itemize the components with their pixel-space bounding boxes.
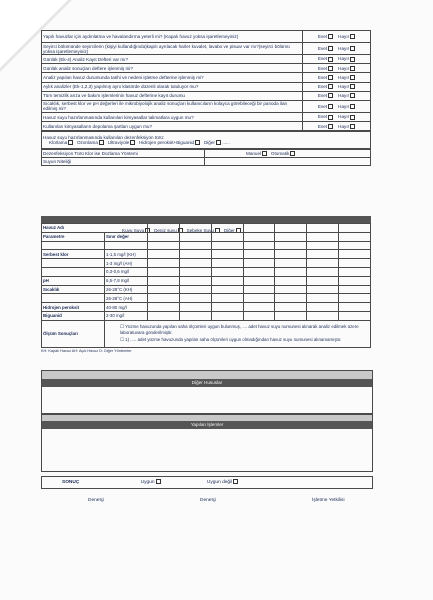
dose-manual[interactable]: Manuel [246, 151, 267, 156]
measurement-cell[interactable] [243, 285, 275, 294]
measurement-cell[interactable] [339, 250, 371, 259]
measurement-cell[interactable] [211, 285, 243, 294]
checklist-question: Günlük analiz sonuçları deftere işlenmiş mi? [42, 64, 303, 73]
measurement-cell[interactable] [275, 311, 307, 320]
measurement-cell[interactable] [275, 259, 307, 268]
measurement-cell[interactable] [179, 250, 211, 259]
parameter-row [42, 259, 371, 268]
dose-label: Dezenfeksiyon Türü Klor ise Dozlama Yöntemi [42, 150, 205, 158]
measurement-cell[interactable] [243, 276, 275, 285]
result-text-2: ☐ 1) ..... adet yüzme havuzunda yapılan saha ölçümleri uygun olmadığından havuz suyu numunesi alınamamıştır. [120, 337, 342, 343]
yes-option[interactable]: Evet [318, 34, 333, 39]
water-mains[interactable]: Şebeke Suyu [187, 228, 220, 233]
measurement-cell[interactable] [179, 311, 211, 320]
signature-operator: İşletme Yetkilisi [312, 498, 345, 503]
parameter-row [42, 311, 371, 320]
checklist-row [42, 91, 371, 100]
yes-option[interactable]: Evet [318, 75, 333, 80]
footnote: KH: Kapalı Havuz AH: Açık Havuz D: Diğer Yöntemler [41, 348, 132, 353]
parameter-row [42, 267, 371, 276]
parameter-row [42, 241, 371, 250]
checklist-answer [303, 73, 371, 82]
parameter-limit: 26-28°C (KH) [105, 285, 148, 294]
checklist-answer [303, 55, 371, 64]
checklist-question: Tüm temizlik arıza ve bakım işlemlerinin havuz defterine kayıt durumu [42, 91, 303, 100]
measurement-cell[interactable] [179, 303, 211, 312]
measurement-cell[interactable] [148, 250, 180, 259]
measurement-cell[interactable] [148, 241, 180, 250]
no-option[interactable]: Hayır [338, 75, 355, 80]
no-option[interactable]: Hayır [338, 84, 355, 89]
checklist-answer [303, 31, 371, 43]
parameter-row [42, 303, 371, 312]
yes-option[interactable]: Evet [318, 66, 333, 71]
measurement-cell[interactable] [243, 294, 275, 303]
parameter-limit: 6,5-7,8 mg/l [105, 276, 148, 285]
actions-title: Yapılan İşlemler [42, 421, 372, 429]
measurement-cell[interactable] [307, 285, 339, 294]
measurement-cell[interactable] [307, 267, 339, 276]
option-ozonation[interactable]: Ozonlama [77, 140, 104, 145]
measurement-cell[interactable] [179, 241, 211, 250]
water-other[interactable]: Diğer [224, 228, 241, 233]
checklist-answer [303, 43, 371, 55]
checklist-table [41, 30, 371, 131]
measurement-cell[interactable] [243, 250, 275, 259]
signature-inspector-1: Denetçi [88, 498, 105, 503]
parameter-name [42, 241, 105, 250]
checklist-answer [303, 82, 371, 91]
measurement-cell[interactable] [275, 241, 307, 250]
no-option[interactable]: Hayır [338, 114, 355, 119]
checklist-question: Kullanılan kimyasalların depolama şartları uygun mu? [42, 122, 303, 131]
yes-option[interactable]: Evet [318, 124, 333, 129]
parameter-limit: 2-30 mg/l [105, 311, 148, 320]
no-option[interactable]: Hayır [338, 66, 355, 71]
measurement-cell[interactable] [275, 276, 307, 285]
measurement-cell[interactable] [307, 241, 339, 250]
parameter-name [42, 294, 105, 303]
measurement-cell[interactable] [148, 267, 180, 276]
result-ok[interactable]: Uygun [141, 480, 161, 485]
checklist-row [42, 122, 371, 131]
water-sea[interactable]: Deniz suyu [154, 228, 183, 233]
parameter-name [42, 267, 105, 276]
measurement-cell[interactable] [307, 294, 339, 303]
measurement-cell[interactable] [275, 267, 307, 276]
measurement-cell[interactable] [211, 311, 243, 320]
parameter-row [42, 294, 371, 303]
parameter-row [42, 250, 371, 259]
parameter-name [42, 259, 105, 268]
measurement-cell[interactable] [307, 276, 339, 285]
measurement-cell[interactable] [339, 303, 371, 312]
measurement-cell[interactable] [148, 303, 180, 312]
checklist-row [42, 82, 371, 91]
parameter-name: Biguanid [42, 311, 105, 320]
measurement-cell[interactable] [339, 241, 371, 250]
parameter-table [41, 223, 371, 348]
result-title: SONUÇ [62, 480, 80, 485]
yes-option[interactable]: Evet [318, 104, 333, 109]
parameter-name: pH [42, 276, 105, 285]
yes-option[interactable]: Evet [318, 114, 333, 119]
option-ultraviolet[interactable]: Ultraviyole [108, 140, 135, 145]
measurement-cell[interactable] [148, 294, 180, 303]
measurement-cell[interactable] [211, 250, 243, 259]
checklist-row [42, 73, 371, 82]
water-label: Suyun Niteliği [42, 158, 205, 166]
measurement-cell[interactable] [275, 303, 307, 312]
checklist-question: Analiz yapılan havuz durumunda tarihi ve nedeni işletme defterine işlenmiş mi? [42, 73, 303, 82]
no-option[interactable]: Hayır [338, 46, 355, 51]
checklist-row [42, 112, 371, 121]
parameter-limit: 26-28°C (AH) [105, 294, 148, 303]
checklist-answer [303, 91, 371, 100]
measurement-cell[interactable] [148, 276, 180, 285]
disinfection-title: Havuz suyu hazırlanmasında kullanılan dezenfeksiyon türü: [43, 135, 165, 141]
measurement-cell[interactable] [243, 241, 275, 250]
yes-option[interactable]: Evet [318, 56, 333, 61]
measurement-cell[interactable] [243, 311, 275, 320]
parameter-band [41, 216, 371, 223]
measurement-cell[interactable] [339, 294, 371, 303]
option-other[interactable]: Diğer ...... [203, 140, 230, 146]
parameter-row [42, 285, 371, 294]
measurement-cell[interactable] [179, 259, 211, 268]
measurement-cell[interactable] [275, 285, 307, 294]
measurement-cell[interactable] [339, 311, 371, 320]
result-row [41, 476, 373, 489]
measurement-cell[interactable] [179, 276, 211, 285]
actions-box [41, 414, 373, 472]
checklist-question: Seyirci bölümünde seyircilerin (kişiyi kullandığında)kapılı ayrılacak harler kuvalet, lavabo ve pisuar var mı?(seyirci bölümü yoksa işaretlemeyiniz) [42, 43, 303, 55]
measurement-cell[interactable] [148, 311, 180, 320]
checklist-question: Günlük (Ek-4) Analiz Kayıt Defteri var mı? [42, 55, 303, 64]
parameter-limit: 0,3-0,6 mg/l [105, 267, 148, 276]
measurement-cell[interactable] [211, 259, 243, 268]
measurement-cell[interactable] [211, 276, 243, 285]
measurement-cell[interactable] [307, 250, 339, 259]
parameter-name: Hidrojen peroksit [42, 303, 105, 312]
no-option[interactable]: Hayır [338, 93, 355, 98]
yes-option[interactable]: Evet [318, 93, 333, 98]
parameter-row [42, 276, 371, 285]
water-well[interactable]: Kuyu Suyu [122, 228, 150, 233]
checklist-row [42, 43, 371, 55]
parameter-section [41, 216, 371, 353]
checklist-answer [303, 112, 371, 121]
measurement-cell[interactable] [275, 250, 307, 259]
measurement-cell[interactable] [243, 259, 275, 268]
no-option[interactable]: Hayır [338, 124, 355, 129]
checklist-row [42, 55, 371, 64]
disinfection-options [49, 140, 369, 145]
checklist-question: Havuz suyu hazırlanmasında kullanılan kimyasallar talimatlara uygun mu? [42, 112, 303, 121]
measurement-cell[interactable] [211, 303, 243, 312]
checklist-row [42, 64, 371, 73]
measurement-cell[interactable] [148, 259, 180, 268]
measurement-cell[interactable] [243, 267, 275, 276]
other-findings-title: Diğer Hususlar [42, 379, 372, 387]
result-text-1: ☐ Yüzme havuzunda yapılan saha ölçümleri uygun bulunmuş, .... adet havuz suyu numunesi alınarak analiz edilmek üzere laboratuvara gönderilmiştir. [120, 324, 359, 336]
measurement-cell[interactable] [339, 276, 371, 285]
no-option[interactable]: Hayır [338, 104, 355, 109]
param-header-name: Parametre [42, 232, 105, 241]
measurement-cell[interactable] [307, 311, 339, 320]
measurement-cell[interactable] [275, 294, 307, 303]
yes-option[interactable]: Evet [318, 46, 333, 51]
measurement-cell[interactable] [179, 294, 211, 303]
disinfection-table [41, 131, 371, 149]
measurement-cell[interactable] [339, 285, 371, 294]
measurement-cell[interactable] [211, 267, 243, 276]
measurement-cell[interactable] [243, 303, 275, 312]
measurement-cell[interactable] [339, 267, 371, 276]
measurement-cell[interactable] [339, 259, 371, 268]
dose-table [41, 149, 371, 166]
measurement-cell[interactable] [148, 285, 180, 294]
option-chlorination[interactable]: Klorlama [49, 140, 73, 145]
checklist-row [42, 100, 371, 112]
measurement-cell[interactable] [307, 259, 339, 268]
yes-option[interactable]: Evet [318, 84, 333, 89]
other-findings-box [41, 370, 373, 414]
checklist-answer [303, 122, 371, 131]
checklist-answer [303, 100, 371, 112]
no-option[interactable]: Hayır [338, 34, 355, 39]
checklist-question: Aylık analizler (Ek-1,2,3) yapılmış aynı klasörde düzenli olarak tutuluyor mu? [42, 82, 303, 91]
checklist-question: Sıcaklık, serbest klor ve pH değerleri ile mikrobiyolojik analiz sonuçları kullanıcıların kolayca görebileceği bir panoda ilan edilmiş mi? [42, 100, 303, 112]
parameter-limit: 1-3 mg/l (AH) [105, 259, 148, 268]
checklist-row [42, 31, 371, 43]
option-peroxide-biguanide[interactable]: Hidrojen peroksit+Biguanid [139, 140, 200, 145]
measurement-cell[interactable] [179, 267, 211, 276]
parameter-limit: 1-1,5 mg/l (KH) [105, 250, 148, 259]
measurement-cell[interactable] [179, 285, 211, 294]
checklist-answer [303, 64, 371, 73]
result-not-ok[interactable]: Uygun değil [207, 480, 238, 485]
signature-inspector-2: Denetçi [200, 498, 217, 503]
parameter-limit: 40-80 mg/l [105, 303, 148, 312]
parameter-name: Serbest klor [42, 250, 105, 259]
param-header-limit: Sınır değer [105, 232, 148, 241]
measurement-cell[interactable] [211, 241, 243, 250]
pool-name-label: Havuz Adı [42, 224, 148, 233]
checklist-question: Yapılı havuzlar için aydınlatma ve havalandırma yeterli mi? (Kapalı havuz yoksa işaretlemeyiniz) [42, 31, 303, 43]
measurement-cell[interactable] [211, 294, 243, 303]
no-option[interactable]: Hayır [338, 56, 355, 61]
result-label: Ölçüm Sonuçları [42, 320, 105, 347]
parameter-name: Sıcaklık [42, 285, 105, 294]
parameter-limit [105, 241, 148, 250]
dose-automatic[interactable]: Otomatik [271, 151, 295, 156]
measurement-cell[interactable] [307, 303, 339, 312]
